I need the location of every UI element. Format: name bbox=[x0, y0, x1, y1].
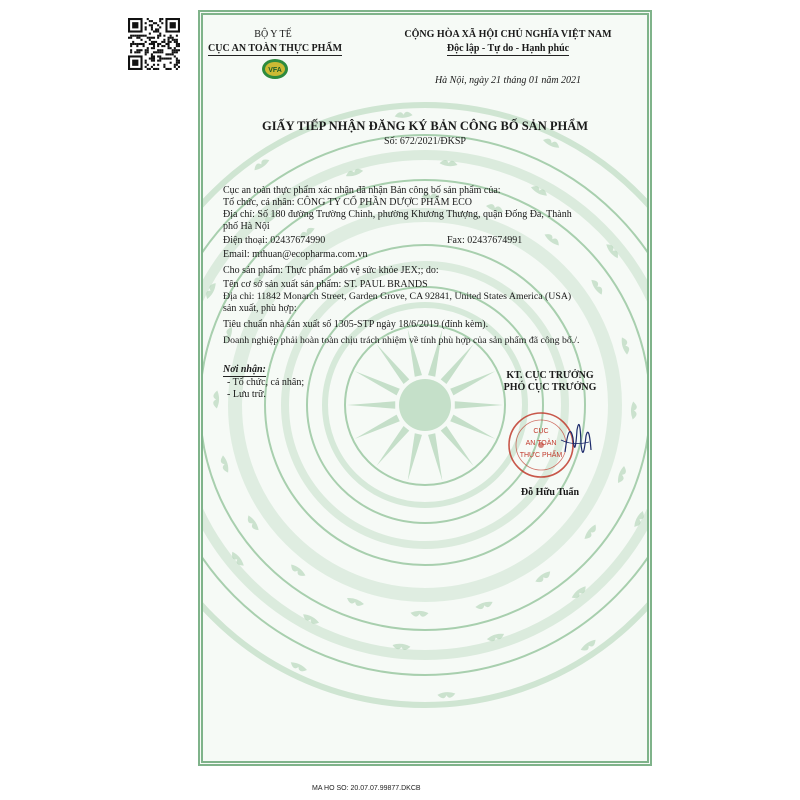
national-motto: Độc lập - Tự do - Hạnh phúc bbox=[446, 43, 570, 54]
republic-name: CỘNG HÒA XÃ HỘI CHỦ NGHĨA VIỆT NAM bbox=[404, 29, 612, 40]
intro-text: Cục an toàn thực phẩm xác nhận đã nhận Bản công bố sản phẩm của: bbox=[223, 185, 501, 196]
department-name: CỤC AN TOÀN THỰC PHẨM bbox=[208, 43, 343, 54]
certificate bbox=[198, 10, 652, 766]
signer-name: Đỗ Hữu Tuấn bbox=[520, 487, 580, 498]
qr-code bbox=[128, 18, 180, 70]
address-line-2: phố Hà Nội bbox=[223, 221, 270, 232]
recipients-heading: Nơi nhận: bbox=[223, 364, 266, 375]
svg-text:AN TOÀN: AN TOÀN bbox=[525, 440, 557, 447]
document-title: GIẤY TIẾP NHẬN ĐĂNG KÝ BẢN CÔNG BỐ SẢN PHẨM bbox=[261, 119, 589, 133]
file-code: MA HO SO: 20.07.07.99877.DKCB bbox=[312, 785, 421, 792]
organization: Tổ chức, cá nhân: CÔNG TY CỔ PHẦN DƯỢC PHẨM ECO bbox=[223, 197, 472, 208]
document-number: Số: 672/2021/ĐKSP bbox=[384, 136, 466, 147]
recipient-item: - Lưu trữ. bbox=[227, 389, 266, 400]
manufacturer: Tên cơ sở sản xuất sản phẩm: ST. PAUL BRANDS bbox=[223, 279, 428, 290]
manufacturer-address-2: sản xuất, phù hợp: bbox=[223, 303, 297, 314]
ministry-name: BỘ Y TẾ bbox=[254, 29, 292, 40]
address-line-1: Địa chỉ: Số 180 đường Trường Chinh, phường Khương Thượng, quận Đống Đa, Thành bbox=[223, 209, 572, 220]
responsibility-note: Doanh nghiệp phải hoàn toàn chịu trách nhiệm về tính phù hợp của sản phẩm đã công bố./. bbox=[223, 335, 580, 346]
svg-text:CỤC: CỤC bbox=[533, 428, 549, 435]
svg-text:THỰC PHẨM: THỰC PHẨM bbox=[519, 452, 563, 459]
product: Cho sản phẩm: Thực phẩm bảo vệ sức khỏe JEX;; do: bbox=[223, 265, 439, 276]
standard: Tiêu chuẩn nhà sản xuất số 1305-STP ngày 18/6/2019 (đính kèm). bbox=[223, 319, 489, 330]
official-stamp bbox=[503, 400, 595, 490]
email: Email: mthuan@ecopharma.com.vn bbox=[223, 249, 368, 260]
svg-text:VFA: VFA bbox=[268, 67, 282, 74]
phone: Điện thoại: 02437674990 bbox=[223, 235, 326, 246]
signer-role: KT. CỤC TRƯỞNG bbox=[506, 370, 594, 381]
vfa-logo-icon bbox=[261, 58, 289, 80]
issue-date: Hà Nội, ngày 21 tháng 01 năm 2021 bbox=[434, 75, 582, 86]
manufacturer-address-1: Địa chỉ: 11842 Monarch Street, Garden Grove, CA 92841, United States America (USA) bbox=[223, 291, 572, 302]
recipient-item: - Tổ chức, cá nhân; bbox=[227, 377, 305, 388]
fax: Fax: 02437674991 bbox=[447, 235, 523, 246]
signer-title: PHÓ CỤC TRƯỞNG bbox=[503, 382, 597, 393]
